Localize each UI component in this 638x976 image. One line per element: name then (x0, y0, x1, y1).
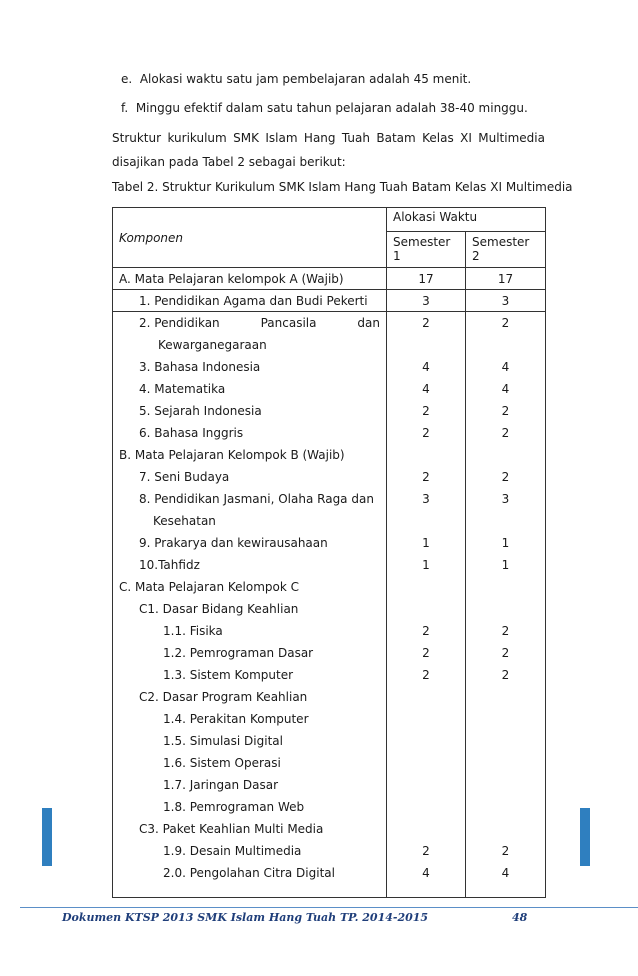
cell-value: 1 (501, 557, 510, 572)
word: Multimedia (478, 131, 545, 145)
subject-label: 1.4. Perakitan Komputer (163, 711, 309, 726)
subject-label: 1.8. Pemrograman Web (163, 799, 305, 814)
cell-value: 3 (422, 491, 430, 506)
table-row (113, 554, 546, 576)
group-a-label: A. Mata Pelajaran kelompok A (Wajib) (119, 271, 344, 286)
cell-value: 2 (422, 425, 430, 440)
subject-label: 5. Sejarah Indonesia (139, 403, 262, 418)
table-row-spacer (113, 884, 546, 898)
word: kurikulum (167, 131, 227, 145)
subject-label: 1.1. Fisika (163, 623, 223, 638)
word: Kelas (422, 131, 454, 145)
subject-label: 1. Pendidikan Agama dan Budi Pekerti (139, 293, 368, 308)
word: SMK (233, 131, 259, 145)
cell-value: 4 (501, 381, 510, 396)
table-row (113, 796, 546, 818)
subject-label: 6. Bahasa Inggris (139, 425, 244, 440)
curriculum-table (112, 207, 546, 898)
table-row (113, 312, 546, 334)
cell-value: 4 (501, 359, 510, 374)
subject-label: 1.2. Pemrograman Dasar (163, 645, 314, 660)
subject-label: 10.Tahfidz (139, 557, 200, 572)
table-row (113, 510, 546, 532)
subject-label: 2.0. Pengolahan Citra Digital (163, 865, 335, 880)
subject-label: 7. Seni Budaya (139, 469, 230, 484)
cell-value: 2 (501, 623, 510, 638)
cell-value: 17 (418, 271, 434, 286)
page-number: 48 (512, 911, 528, 924)
cell-value: 2 (422, 403, 430, 418)
table-row (113, 268, 546, 290)
word: Struktur (112, 131, 162, 145)
header-komponen: Komponen (113, 208, 387, 268)
cell-value: 4 (422, 381, 430, 396)
right-accent-bar (580, 808, 590, 866)
cell-value: 2 (501, 425, 510, 440)
list-text: Alokasi waktu satu jam pembelajaran adalah 45 menit. (139, 72, 472, 86)
subgroup-label: C1. Dasar Bidang Keahlian (139, 601, 299, 616)
word: Batam (376, 131, 416, 145)
cell-value: 4 (422, 359, 430, 374)
subgroup-label: C3. Paket Keahlian Multi Media (139, 821, 324, 836)
subgroup-label: C2. Dasar Program Keahlian (139, 689, 308, 704)
paragraph-line-1 (112, 131, 545, 145)
cell-value: 2 (501, 469, 510, 484)
cell-value: 2 (501, 843, 510, 858)
subject-label: 1.9. Desain Multimedia (163, 843, 302, 858)
subject-label: 1.7. Jaringan Dasar (163, 777, 279, 792)
subject-label: 3. Bahasa Indonesia (139, 359, 261, 374)
footer-rule (20, 907, 638, 908)
cell-value: 2 (422, 623, 430, 638)
subject-label-cont: Kewarganegaraan (158, 337, 267, 352)
table-row (113, 378, 546, 400)
cell-value: 1 (422, 535, 430, 550)
group-c-label: C. Mata Pelajaran Kelompok C (119, 579, 299, 594)
table-row (113, 642, 546, 664)
list-item-f (121, 101, 528, 115)
subject-label: 1.6. Sistem Operasi (163, 755, 281, 770)
cell-value: 2 (422, 645, 430, 660)
table-row (113, 686, 546, 708)
table-row (113, 840, 546, 862)
table-row (113, 862, 546, 884)
word: Hang (303, 131, 336, 145)
list-item-e (121, 72, 471, 86)
table-row (113, 818, 546, 840)
subject-label-cont: Kesehatan (153, 513, 216, 528)
table-caption: Tabel 2. Struktur Kurikulum SMK Islam Hang Tuah Batam Kelas XI Multimedia (112, 180, 573, 194)
table-row (113, 730, 546, 752)
word: XI (460, 131, 472, 145)
cell-value: 1 (422, 557, 430, 572)
table-row (113, 356, 546, 378)
table-row (113, 576, 546, 598)
table-row (113, 290, 546, 312)
list-marker: e. (121, 72, 133, 86)
word: Tuah (341, 131, 370, 145)
cell-value: 3 (422, 293, 430, 308)
cell-value: 2 (422, 469, 430, 484)
subject-label: 1.3. Sistem Komputer (163, 667, 294, 682)
paragraph-line-2: disajikan pada Tabel 2 sebagai berikut: (112, 155, 346, 169)
list-text: Minggu efektif dalam satu tahun pelajaran adalah 38-40 minggu. (135, 101, 528, 115)
subject-label: 4. Matematika (139, 381, 226, 396)
cell-value: 2 (501, 667, 510, 682)
group-b-label: B. Mata Pelajaran Kelompok B (Wajib) (119, 447, 345, 462)
header-semester-1: Semester 1 (387, 232, 466, 268)
table-row (113, 488, 546, 510)
cell-value: 2 (501, 315, 510, 330)
subject-label: 8. Pendidikan Jasmani, Olaha Raga dan (139, 491, 374, 506)
table-row (113, 466, 546, 488)
table-row (113, 752, 546, 774)
subject-label: 1.5. Simulasi Digital (163, 733, 283, 748)
header-alokasi: Alokasi Waktu (387, 208, 546, 232)
cell-value: 4 (422, 865, 430, 880)
table-row (113, 620, 546, 642)
table-row (113, 422, 546, 444)
table-row (113, 598, 546, 620)
table-row (113, 400, 546, 422)
cell-value: 1 (501, 535, 510, 550)
table-row (113, 532, 546, 554)
table-row (113, 774, 546, 796)
cell-value: 2 (422, 843, 430, 858)
header-semester-2: Semester 2 (466, 232, 546, 268)
table-row (113, 444, 546, 466)
left-accent-bar (42, 808, 52, 866)
word: Islam (265, 131, 298, 145)
cell-value: 2 (501, 403, 510, 418)
cell-value: 17 (497, 271, 514, 286)
subject-label: 9. Prakarya dan kewirausahaan (139, 535, 328, 550)
table-row (113, 664, 546, 686)
cell-value: 3 (501, 293, 510, 308)
cell-value: 4 (501, 865, 510, 880)
table-row (113, 334, 546, 356)
table-row (113, 708, 546, 730)
cell-value: 2 (422, 667, 430, 682)
footer-title: Dokumen KTSP 2013 SMK Islam Hang Tuah TP. 2014-2015 (62, 911, 429, 924)
cell-value: 2 (501, 645, 510, 660)
subject-label-justified: 2. Pendidikan Pancasila dan (139, 315, 380, 330)
list-marker: f. (121, 101, 129, 115)
cell-value: 2 (422, 315, 430, 330)
cell-value: 3 (501, 491, 510, 506)
